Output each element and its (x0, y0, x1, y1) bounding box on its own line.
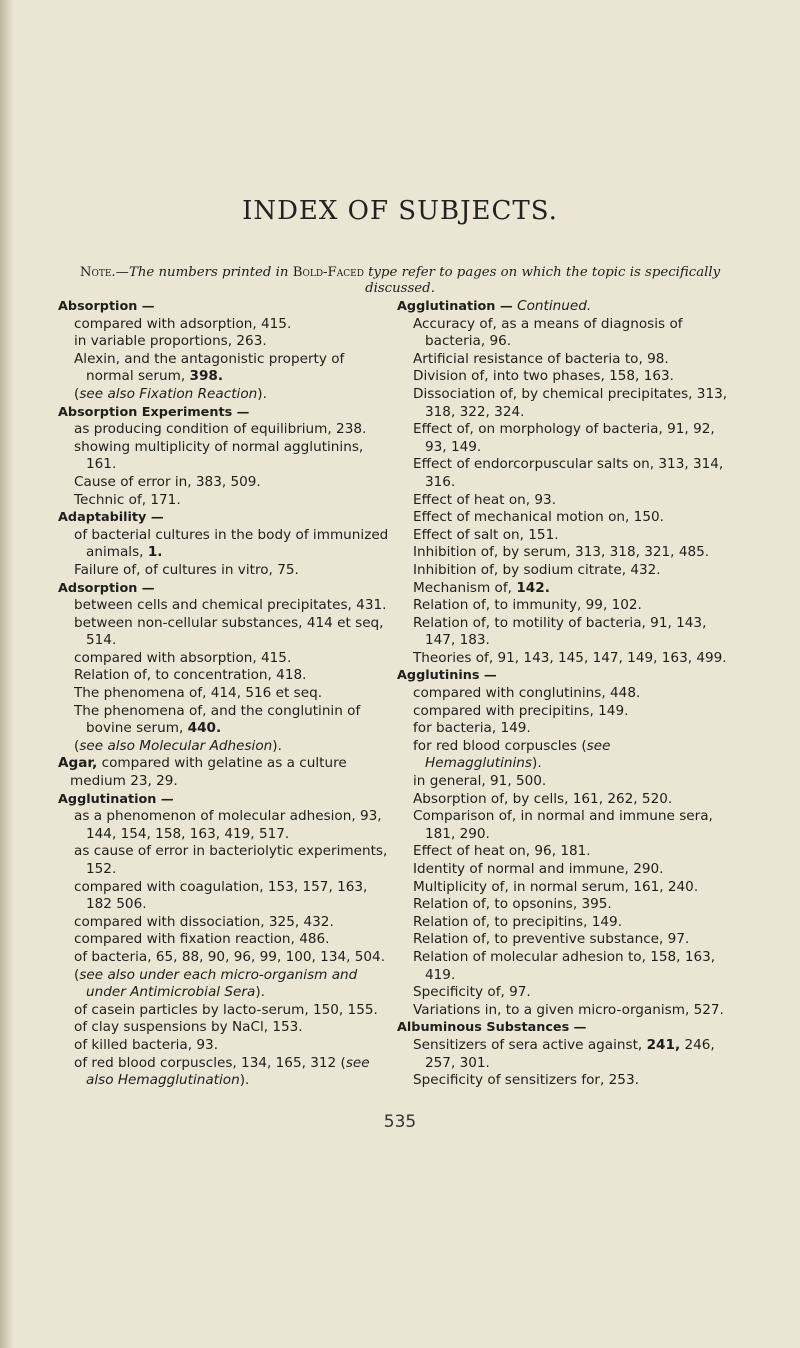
left-column (58, 298, 390, 1090)
paren: ). (257, 385, 267, 402)
entry-text: The phenomena of, and the conglutinin of bovine serum, (74, 702, 361, 737)
note-text-1: The numbers printed in (128, 265, 289, 280)
entry: Effect of endorcorpuscular salts on, 313, 314, 316. (413, 456, 724, 490)
entry: between cells and chemical precipitates, 431. (74, 597, 387, 614)
entry: Specificity of sensitizers for, 253. (413, 1072, 639, 1089)
note-bold-faced: Bold-Faced (292, 265, 364, 280)
index-note (50, 265, 750, 297)
entry: Dissociation of, by chemical precipitates, 313, 318, 322, 324. (413, 385, 728, 420)
entry-see-also (58, 386, 390, 404)
heading-agglutinins: Agglutinins — (397, 668, 497, 684)
entry-agar (58, 755, 390, 790)
note-label: Note. (79, 265, 116, 280)
bold-page-ref: 142. (516, 579, 550, 596)
heading-agar: Agar, (58, 755, 98, 772)
entry: Inhibition of, by serum, 313, 318, 321, 485. (413, 544, 710, 561)
entry: Effect of, on morphology of bacteria, 91, 92, 93, 149. (413, 421, 715, 455)
heading-agglutination-continued (397, 298, 729, 316)
entry: Cause of error in, 383, 509. (74, 473, 261, 490)
heading-adaptability: Adaptability — (58, 510, 164, 526)
entry: Accuracy of, as a means of diagnosis of bacteria, 96. (413, 315, 683, 350)
heading-absorption-experiments: Absorption Experiments — (58, 404, 250, 420)
paren: ). (532, 755, 542, 772)
entry: compared with conglutinins, 448. (413, 685, 641, 702)
entry: of clay suspensions by NaCl, 153. (74, 1019, 303, 1036)
entry: Artificial resistance of bacteria to, 98. (413, 350, 669, 367)
paren: ( (74, 737, 80, 754)
entry-text: of bacterial cultures in the body of immunized animals, (74, 526, 389, 561)
entry: Effect of salt on, 151. (413, 526, 559, 543)
entry: in general, 91, 500. (413, 773, 547, 790)
entry: Relation of, to concentration, 418. (74, 667, 307, 684)
entry: as a phenomenon of molecular adhesion, 93, 144, 154, 158, 163, 419, 517. (74, 808, 382, 842)
heading-albuminous-substances: Albuminous Substances — (397, 1020, 587, 1036)
entry: Specificity of, 97. (413, 984, 531, 1001)
entry: Technic of, 171. (74, 491, 181, 508)
entry (58, 703, 390, 738)
paren: ( (74, 385, 80, 402)
entry: Effect of mechanical motion on, 150. (413, 509, 664, 526)
bold-page-ref: 440. (187, 720, 222, 737)
entry-text: Alexin, and the antagonistic property of normal serum, (74, 350, 345, 385)
entry: Variations in, to a given micro-organism, 527. (413, 1001, 724, 1018)
entry (58, 527, 390, 562)
entry: compared with adsorption, 415. (74, 315, 292, 332)
entry: Relation of, to opsonins, 395. (413, 896, 612, 913)
entry: Effect of heat on, 93. (413, 491, 557, 508)
heading-agglutination: Agglutination — (58, 791, 174, 807)
entry: Relation of, to preventive substance, 97. (413, 931, 690, 948)
entry: compared with dissociation, 325, 432. (74, 913, 334, 930)
entry: Relation of, to immunity, 99, 102. (413, 597, 642, 614)
entry: compared with precipitins, 149. (413, 702, 629, 719)
paren: ). (239, 1072, 250, 1089)
entry: Absorption of, by cells, 161, 262, 520. (413, 790, 673, 807)
bold-page-ref: 398. (189, 368, 224, 385)
entry: for bacteria, 149. (413, 720, 531, 737)
entry: Relation of, to precipitins, 149. (413, 913, 623, 930)
right-column (397, 298, 729, 1090)
entry: in variable proportions, 263. (74, 333, 267, 350)
entry: of bacteria, 65, 88, 90, 96, 99, 100, 134, 504. (74, 948, 386, 965)
entry (58, 351, 390, 386)
see-also-target: see also Hemagglutination (86, 1054, 370, 1089)
entry: as producing condition of equilibrium, 238. (74, 421, 367, 438)
entry-see-also (58, 967, 390, 1002)
heading-text: Agglutination — (397, 299, 513, 314)
entry-text: Sensitizers of sera active against, (413, 1036, 643, 1053)
entry: between non-cellular substances, 414 et seq, 514. (74, 614, 384, 649)
entry-text: of red blood corpuscles, 134, 165, 312 (74, 1054, 337, 1071)
entry-text: Mechanism of, (413, 579, 512, 596)
entry: as cause of error in bacteriolytic experiments, 152. (74, 843, 388, 877)
see-also-text: see also (79, 737, 135, 754)
entry: Relation of molecular adhesion to, 158, 163, 419. (413, 948, 716, 983)
entry: compared with absorption, 415. (74, 649, 292, 666)
entry: Theories of, 91, 143, 145, 147, 149, 163, 499. (413, 649, 727, 666)
paren: ( (340, 1054, 346, 1071)
entry: Inhibition of, by sodium citrate, 432. (413, 561, 661, 578)
continued-label: Continued. (517, 298, 592, 314)
page-title: INDEX OF SUBJECTS. (242, 196, 558, 226)
paren: ( (581, 737, 587, 754)
entry: compared with coagulation, 153, 157, 163, 182 506. (74, 878, 368, 913)
entry (397, 1037, 729, 1072)
see-also-target: Fixation Reaction (139, 385, 258, 402)
note-dash: — (115, 265, 129, 280)
entry-see-also (58, 738, 390, 756)
paren: ). (255, 984, 265, 1001)
note-text-2: type refer to pages on which the topic is specifically discussed. (365, 265, 721, 296)
entry-text: for red blood corpuscles (413, 737, 578, 754)
entry: Effect of heat on, 96, 181. (413, 843, 591, 860)
entry: Relation of, to motility of bacteria, 91, 143, 147, 183. (413, 614, 707, 649)
paren: ( (74, 966, 80, 983)
entry (397, 580, 729, 598)
entry: Multiplicity of, in normal serum, 161, 240. (413, 878, 699, 895)
see-also-target: see Hemagglutinins (425, 737, 611, 772)
entry: compared with fixation reaction, 486. (74, 931, 330, 948)
bold-page-ref: 241, (646, 1036, 681, 1053)
entry: showing multiplicity of normal agglutinins, 161. (74, 438, 364, 473)
entry: Identity of normal and immune, 290. (413, 861, 664, 877)
entry: of casein particles by lacto-serum, 150, 155. (74, 1001, 378, 1018)
entry: The phenomena of, 414, 516 et seq. (74, 685, 323, 702)
entry-text: compared with gelatine as a culture medium 23, 29. (70, 755, 347, 790)
paren: ). (272, 737, 282, 754)
see-also-target: Molecular Adhesion (139, 737, 273, 754)
entry (58, 1055, 390, 1090)
entry: Failure of, of cultures in vitro, 75. (74, 561, 299, 578)
entry-text: 246, 257, 301. (425, 1036, 715, 1071)
heading-absorption: Absorption — (58, 299, 155, 314)
entry: Comparison of, in normal and immune sera, 181, 290. (413, 808, 713, 842)
see-also-target: see also under each micro-organism and under Antimicrobial Sera (79, 966, 358, 1001)
entry (397, 738, 729, 773)
entry: Division of, into two phases, 158, 163. (413, 368, 674, 385)
page-number: 535 (383, 1112, 417, 1132)
heading-adsorption: Adsorption — (58, 580, 155, 596)
bold-page-ref: 1. (147, 544, 163, 561)
see-also-text: see also (79, 385, 135, 402)
entry: of killed bacteria, 93. (74, 1036, 219, 1053)
